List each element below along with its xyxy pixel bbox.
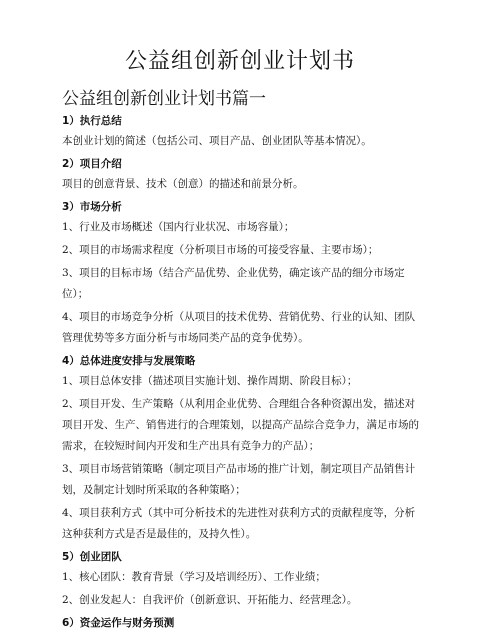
paragraph: 2、项目的市场需求程度（分析项目市场的可接受容量、主要市场）； <box>62 244 379 256</box>
paragraph: 项目的创意背景、技术（创意）的描述和前景分析。 <box>62 178 304 190</box>
section-heading-summary: 1）执行总结 <box>62 115 122 127</box>
paragraph: 3、项目市场营销策略（制定项目产品市场的推广计划，制定项目产品销售计划，及制定计划时所采取的各种策略）； <box>62 463 416 496</box>
paragraph: 1、项目总体安排（描述项目实施计划、操作周期、阶段目标）； <box>62 375 358 387</box>
paragraph: 4、项目的市场竞争分析（从项目的技术优势、营销优势、行业的认知、团队管理优势等多方面分析与市场同类产品的竞争优势）。 <box>62 311 416 344</box>
paragraph: 2、创业发起人：自我评价（创新意识、开拓能力、经营理念）。 <box>62 594 358 606</box>
paragraph: 1、行业及市场概述（国内行业状况、市场容量）； <box>62 221 295 233</box>
section-heading-schedule-strategy: 4）总体进度安排与发展策略 <box>62 355 196 367</box>
paragraph: 2、项目开发、生产策略（从利用企业优势、合理组合各种资源出发，描述对项目开发、生产、销售进行的合理策划，以提高产品综合竞争力，满足市场的需求，在较短时间内开发和生产出具有竞争力的产品）； <box>62 398 419 452</box>
document-body <box>62 111 422 633</box>
document-title: 公益组创新创业计划书 <box>124 49 355 74</box>
paragraph: 1、核心团队：教育背景（学习及培训经历）、工作业绩； <box>62 571 326 583</box>
paragraph: 3、项目的目标市场（结合产品优势、企业优势，确定该产品的细分市场定位）； <box>62 267 405 300</box>
section-heading-finance: 6）资金运作与财务预测 <box>62 617 175 629</box>
section-heading-market-analysis: 3）市场分析 <box>62 201 122 213</box>
paragraph: 4、项目获利方式（其中可分析技术的先进性对获利方式的贡献程度等，分析这种获利方式是否是最佳的，及持久性）。 <box>62 507 416 540</box>
document-subtitle: 公益组创新创业计划书篇一 <box>62 89 266 109</box>
paragraph: 本创业计划的简述（包括公司、项目产品、创业团队等基本情况）。 <box>62 135 372 147</box>
section-heading-project-intro: 2）项目介绍 <box>62 158 122 170</box>
section-heading-team: 5）创业团队 <box>62 551 122 563</box>
